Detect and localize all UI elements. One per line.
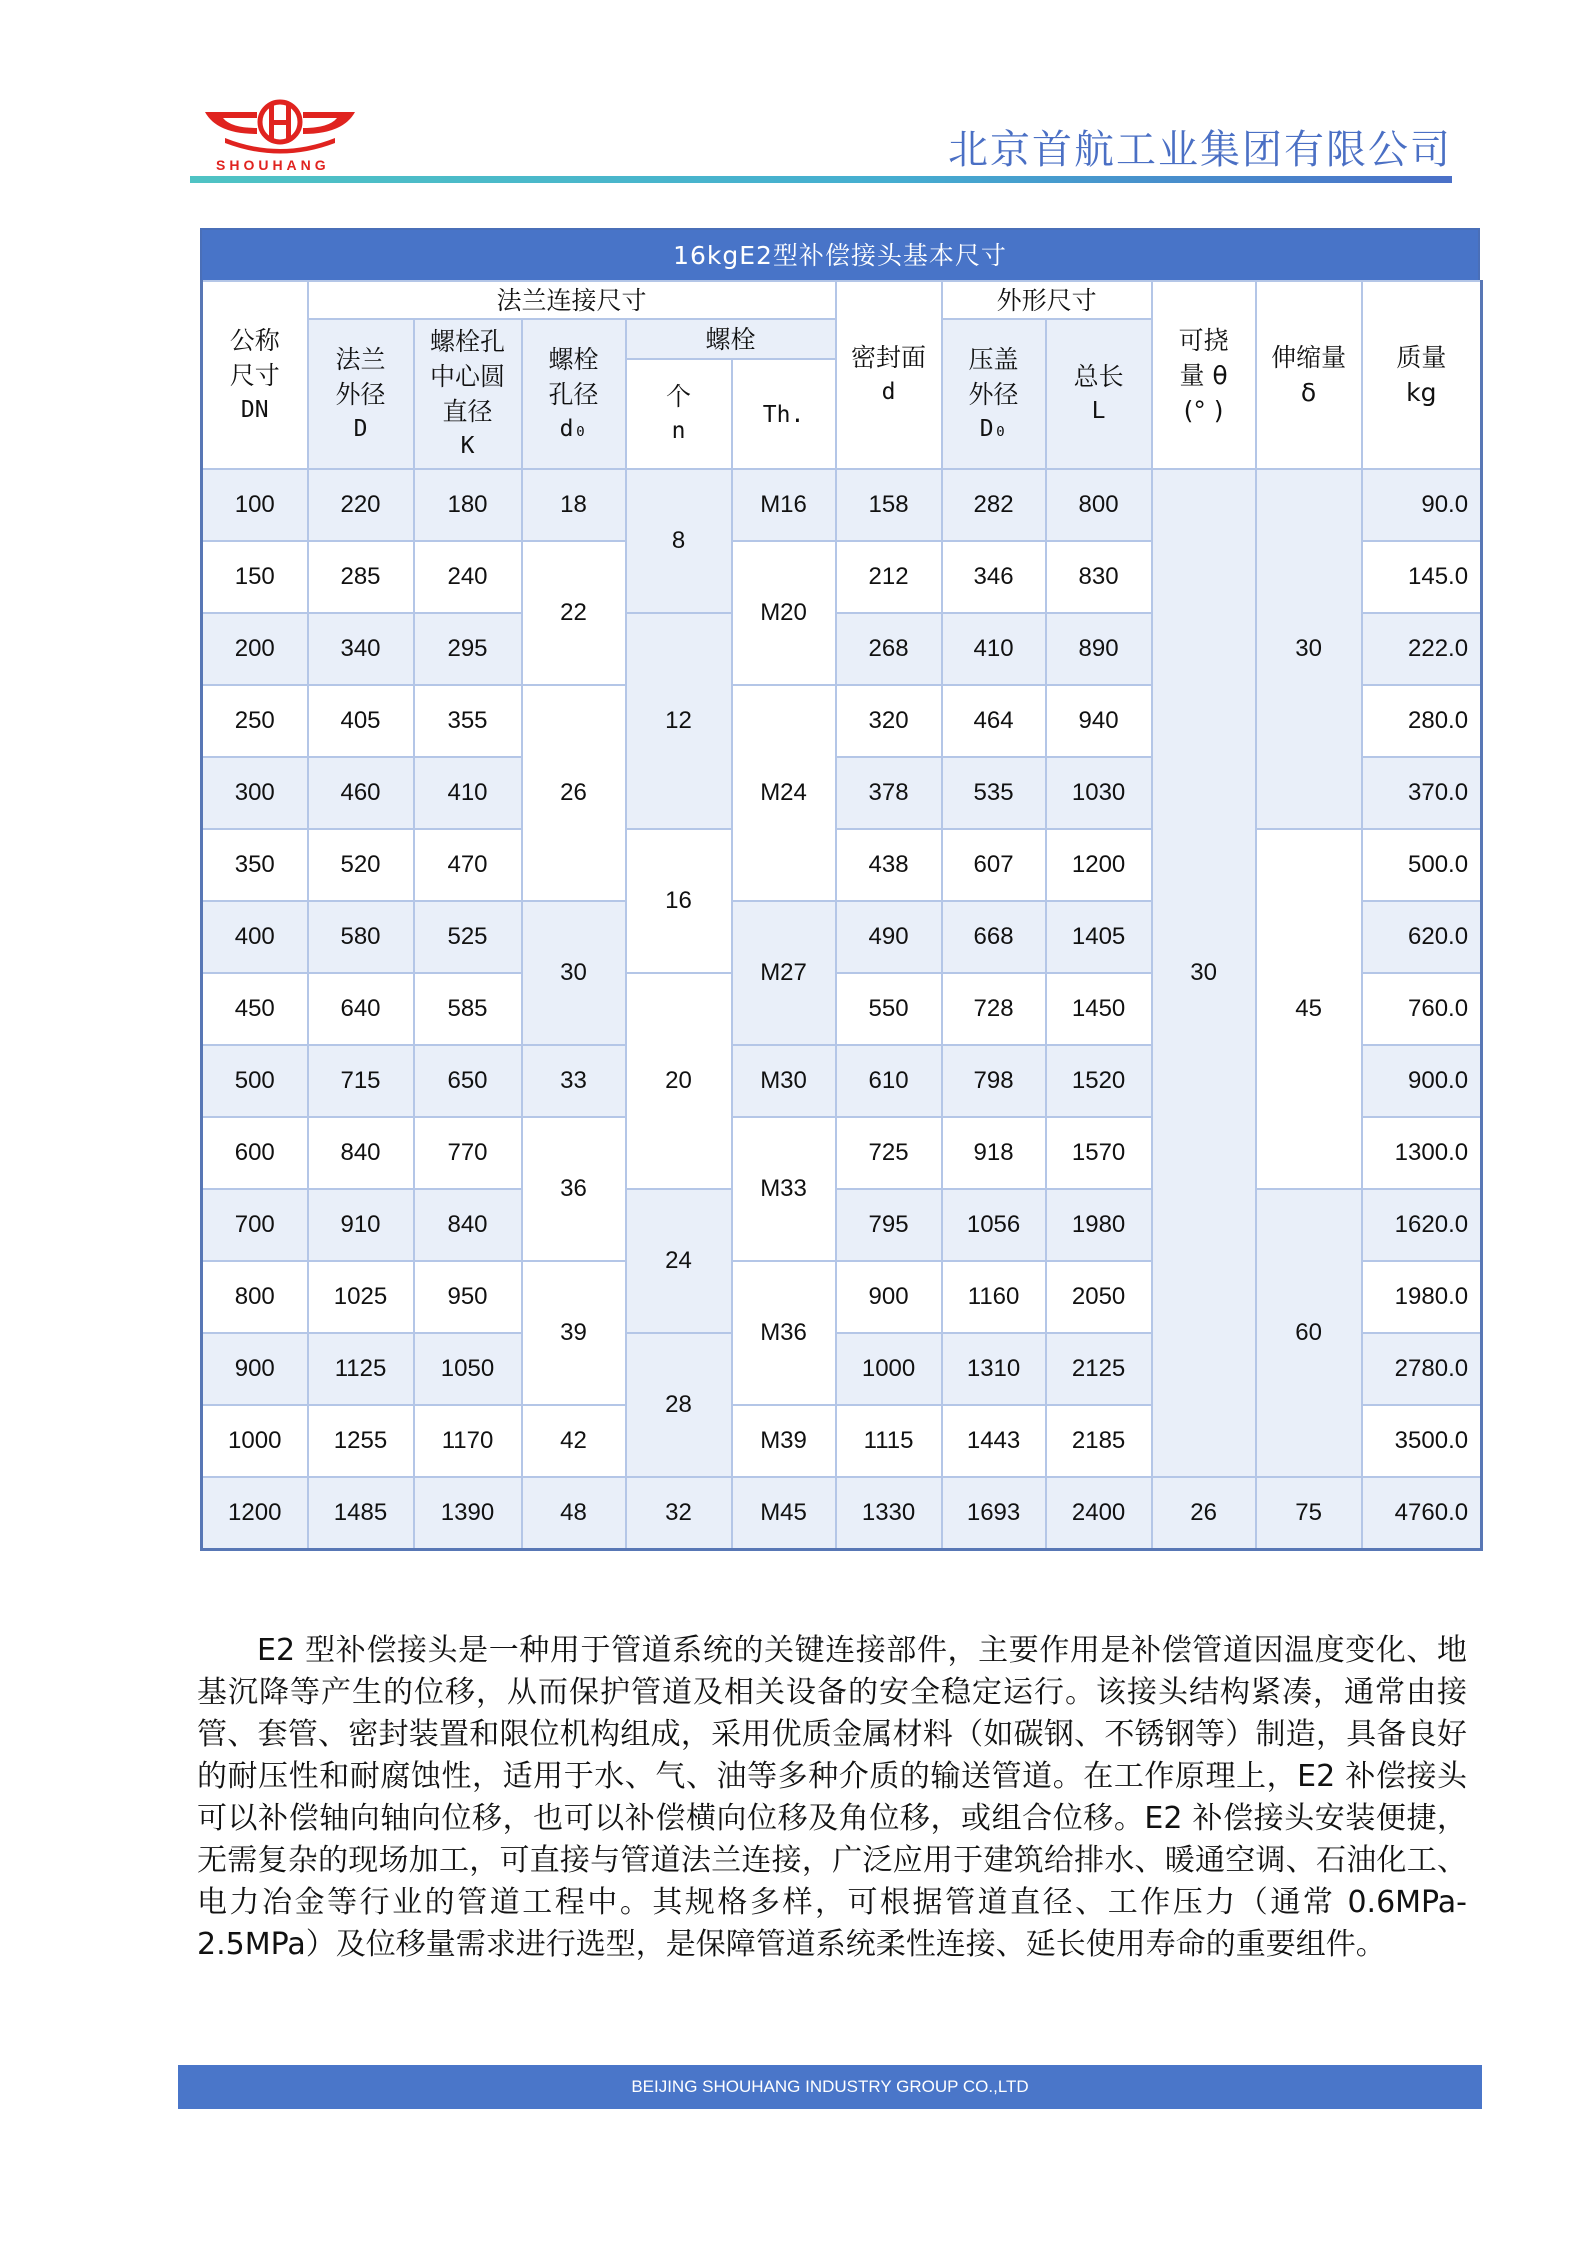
- bolt-count-cell: 12: [626, 613, 732, 829]
- bolt-thread-cell: M33: [732, 1117, 836, 1261]
- bolt-hole-cell: 48: [522, 1477, 626, 1550]
- table-row: 100 220 180 18 8 M16 158 282 800 30 30 90.0: [202, 469, 1482, 541]
- bolt-hole-cell: 30: [522, 901, 626, 1045]
- header-bolt-group: 螺栓: [626, 319, 836, 359]
- header-total-length: 总长 L: [1046, 319, 1152, 469]
- footer-bar: BEIJING SHOUHANG INDUSTRY GROUP CO.,LTD: [178, 2065, 1482, 2109]
- bolt-hole-cell: 36: [522, 1117, 626, 1261]
- bolt-thread-cell: M27: [732, 901, 836, 1045]
- bolt-thread-cell: M39: [732, 1405, 836, 1477]
- table-row: 200 340 295 12 268 410 890 222.0: [202, 613, 1482, 685]
- header-seal-face: 密封面 d: [836, 281, 942, 469]
- expansion-cell: 60: [1256, 1189, 1362, 1477]
- table-row: 700 910 840 24 795 1056 1980 60 1620.0: [202, 1189, 1482, 1261]
- header-divider: [190, 176, 1452, 183]
- header-flange-od: 法兰 外径 D: [308, 319, 414, 469]
- table-row: 300 460 410 378 535 1030 370.0: [202, 757, 1482, 829]
- bolt-count-cell: 28: [626, 1333, 732, 1477]
- bolt-hole-cell: 18: [522, 469, 626, 541]
- table-row: 450 640 585 20 550 728 1450 760.0: [202, 973, 1482, 1045]
- bolt-thread-cell: M24: [732, 685, 836, 901]
- table-row: 600 840 770 36 M33 725 918 1570 1300.0: [202, 1117, 1482, 1189]
- bolt-hole-cell: 39: [522, 1261, 626, 1405]
- bolt-thread-cell: M16: [732, 469, 836, 541]
- header-gland-od: 压盖 外径 D₀: [942, 319, 1046, 469]
- bolt-thread-cell: M30: [732, 1045, 836, 1117]
- header-flange-group: 法兰连接尺寸: [308, 281, 836, 319]
- header-bolt-hole: 螺栓 孔径 d₀: [522, 319, 626, 469]
- table-row: 400 580 525 30 M27 490 668 1405 620.0: [202, 901, 1482, 973]
- bolt-count-cell: 24: [626, 1189, 732, 1333]
- table-row: 1200 1485 1390 48 32 M45 1330 1693 2400 26 75 4760.0: [202, 1477, 1482, 1550]
- bolt-hole-cell: 22: [522, 541, 626, 685]
- bolt-hole-cell: 33: [522, 1045, 626, 1117]
- bolt-thread-cell: M36: [732, 1261, 836, 1405]
- logo-wordmark: SHOUHANG: [216, 157, 330, 173]
- bolt-thread-cell: M45: [732, 1477, 836, 1550]
- table-row: 250 405 355 26 M24 320 464 940 280.0: [202, 685, 1482, 757]
- header-dn: 公称 尺寸 DN: [202, 281, 308, 469]
- deflection-cell: 26: [1152, 1477, 1256, 1550]
- expansion-cell: 75: [1256, 1477, 1362, 1550]
- description-paragraph: E2 型补偿接头是一种用于管道系统的关键连接部件，主要作用是补偿管道因温度变化、地基沉降等产生的位移，从而保护管道及相关设备的安全稳定运行。该接头结构紧凑，通常由接管、套管、密封装置和限位机构组成，采用优质金属材料（如碳钢、不锈钢等）制造，具备良好的耐压性和耐腐蚀性，适用于水、气、油等多种介质的输送管道。在工作原理上，E2 补偿接头可以补偿轴向轴向位移，也可以补偿横向位移及角位移，或组合位移。E2 补偿接头安装便捷，无需复杂的现场加工，可直接与管道法兰连接，广泛应用于建筑给排水、暖通空调、石油化工、电力冶金等行业的管道工程中。其规格多样，可根据管道直径、工作压力（通常 0.6MPa-2.5MPa）及位移量需求进行选型，是保障管道系统柔性连接、延长使用寿命的重要组件。: [197, 1633, 1467, 1962]
- header-outline-group: 外形尺寸: [942, 281, 1152, 319]
- spec-table-container: [200, 228, 1480, 1551]
- bolt-count-cell: 16: [626, 829, 732, 973]
- table-row: 900 1125 1050 28 1000 1310 2125 2780.0: [202, 1333, 1482, 1405]
- header-bolt-circle: 螺栓孔 中心圆 直径 K: [414, 319, 522, 469]
- expansion-cell: 30: [1256, 469, 1362, 829]
- expansion-cell: 45: [1256, 829, 1362, 1189]
- table-row: 350 520 470 16 438 607 1200 45 500.0: [202, 829, 1482, 901]
- table-title: 16kgE2型补偿接头基本尺寸: [200, 228, 1480, 280]
- deflection-cell: 30: [1152, 469, 1256, 1477]
- header-deflection: 可挠 量 θ (° ): [1152, 281, 1256, 469]
- header-mass: 质量 kg: [1362, 281, 1482, 469]
- bolt-count-cell: 32: [626, 1477, 732, 1550]
- header-expansion: 伸缩量 δ: [1256, 281, 1362, 469]
- bolt-hole-cell: 42: [522, 1405, 626, 1477]
- table-row: 150 285 240 22 M20 212 346 830 145.0: [202, 541, 1482, 613]
- spec-table: [200, 280, 1483, 1551]
- header-bolt-thread: Th.: [732, 359, 836, 469]
- table-row: 500 715 650 33 M30 610 798 1520 900.0: [202, 1045, 1482, 1117]
- bolt-count-cell: 8: [626, 469, 732, 613]
- bolt-count-cell: 20: [626, 973, 732, 1189]
- table-row: 1000 1255 1170 42 M39 1115 1443 2185 3500.0: [202, 1405, 1482, 1477]
- bolt-hole-cell: 26: [522, 685, 626, 901]
- header-bolt-count: 个 n: [626, 359, 732, 469]
- company-name: 北京首航工业集团有限公司: [948, 127, 1452, 173]
- bolt-thread-cell: M20: [732, 541, 836, 685]
- table-row: 800 1025 950 39 M36 900 1160 2050 1980.0: [202, 1261, 1482, 1333]
